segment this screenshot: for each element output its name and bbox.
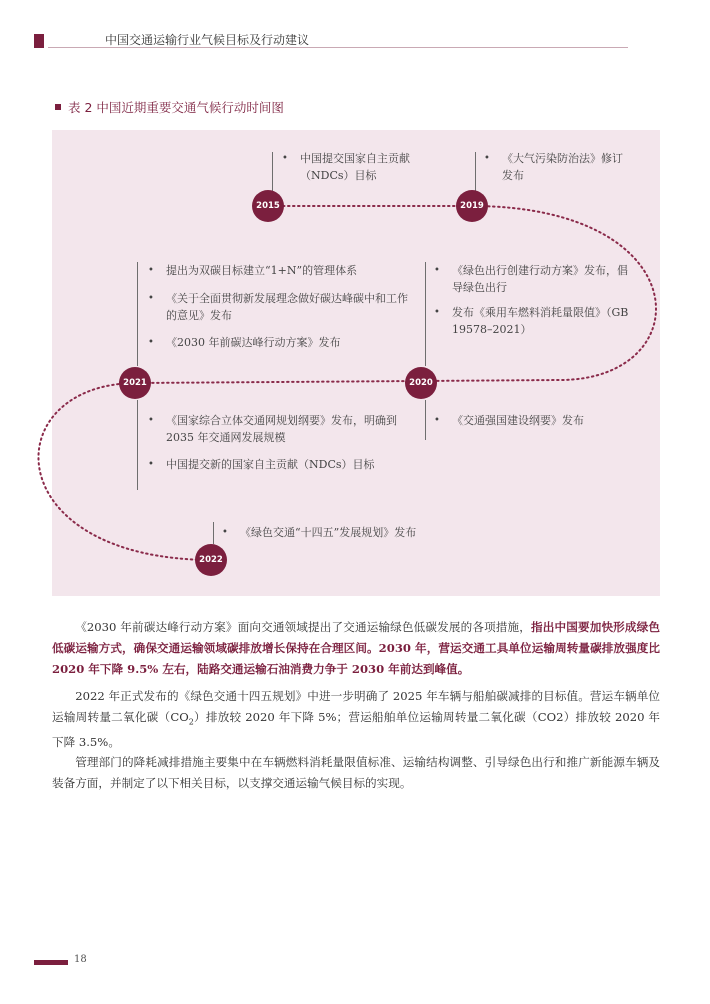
bullet-icon: • (148, 265, 154, 276)
event-2020-fuel-limit: • 发布《乘用车燃料消耗量限值》（GB 19578–2021） (434, 306, 629, 336)
connector-2021-down (137, 400, 138, 490)
connector-2020-up (425, 262, 426, 366)
connector-2020-down (425, 400, 426, 440)
figure-title: 表 2 中国近期重要交通气候行动时间图 (68, 100, 284, 115)
year-marker-2015: 2015 (252, 190, 284, 222)
event-2020-green-travel: • 《绿色出行创建行动方案》发布，倡导绿色出行 (434, 264, 628, 294)
bullet-icon: • (148, 293, 154, 304)
event-2021-peak-plan: • 《2030 年前碳达峰行动方案》发布 (148, 336, 341, 349)
paragraph-peak-plan: 《2030 年前碳达峰行动方案》面向交通领域提出了交通运输绿色低碳发展的各项措施，指出中国要加快形成绿色低碳运输方式，确保交通运输领域碳排放增长保持在合理区间。2030 年，营运交通工具单位运输周转量碳排放强度比 2020 年下降 9.5% 左右，陆路交通运输石油消费力争于 2030 年前达到峰值。 (52, 620, 660, 676)
paragraph-measures: 管理部门的降耗减排措施主要集中在车辆燃料消耗量限值标准、运输结构调整、引导绿色出行和推广新能源车辆及装备方面，并制定了以下相关目标，以支撑交通运输气候目标的实现。 (52, 755, 660, 790)
bullet-icon: • (282, 153, 288, 164)
event-2019-air-law: • 《大气污染防治法》修订发布 (484, 152, 623, 182)
event-2015-ndc: • 中国提交国家自主贡献（NDCs）目标 (282, 152, 410, 182)
year-marker-2019: 2019 (456, 190, 488, 222)
running-header-title: 中国交通运输行业气候目标及行动建议 (105, 33, 310, 47)
event-2021-opinions: • 《关于全面贯彻新发展理念做好碳达峰碳中和工作的意见》发布 (148, 292, 408, 322)
connector-2021-up (137, 262, 138, 366)
bullet-icon: • (148, 459, 154, 470)
bullet-icon: • (148, 337, 154, 348)
connector-2022 (213, 522, 214, 544)
year-marker-2021: 2021 (119, 367, 151, 399)
event-2021-transport-network: • 《国家综合立体交通网规划纲要》发布，明确到 2035 年交通网发展规模 (148, 414, 397, 444)
event-2021-new-ndc: • 中国提交新的国家自主贡献（NDCs）目标 (148, 458, 375, 471)
bullet-icon: • (434, 415, 440, 426)
connector-2015 (272, 152, 273, 192)
bullet-icon: • (434, 265, 440, 276)
event-2021-1n-system: • 提出为双碳目标建立“1+N”的管理体系 (148, 264, 358, 277)
event-2022-green-plan: • 《绿色交通“十四五”发展规划》发布 (222, 526, 417, 539)
paragraph-14th-plan: 2022 年正式发布的《绿色交通十四五规划》中进一步明确了 2025 年车辆与船舶碳减排的目标值。营运车辆单位运输周转量二氧化碳$(CO_2)$排放较 2020 年下降 5%；营运船舶单位运输周转量二氧化碳（CO2）排放较 2020 年下降 3.5%。 (52, 689, 660, 750)
event-2020-transport-power: • 《交通强国建设纲要》发布 (434, 414, 584, 427)
highlighted-text: 指出中国要加快形成绿色低碳运输方式，确保交通运输领域碳排放增长保持在合理区间。2030 年，营运交通工具单位运输周转量碳排放强度比 2020 年下降 9.5% 左右，陆路交通运输石油消费力争于 2030 年前达到峰值。 (52, 620, 660, 676)
bullet-icon: • (484, 153, 490, 164)
bullet-icon: • (222, 527, 228, 538)
year-marker-2022: 2022 (195, 544, 227, 576)
connector-2019 (475, 152, 476, 192)
bullet-icon: • (148, 415, 154, 426)
bullet-icon: • (434, 307, 440, 318)
footer-accent-bar (34, 960, 68, 965)
page-number: 18 (74, 954, 87, 965)
year-marker-2020: 2020 (405, 367, 437, 399)
